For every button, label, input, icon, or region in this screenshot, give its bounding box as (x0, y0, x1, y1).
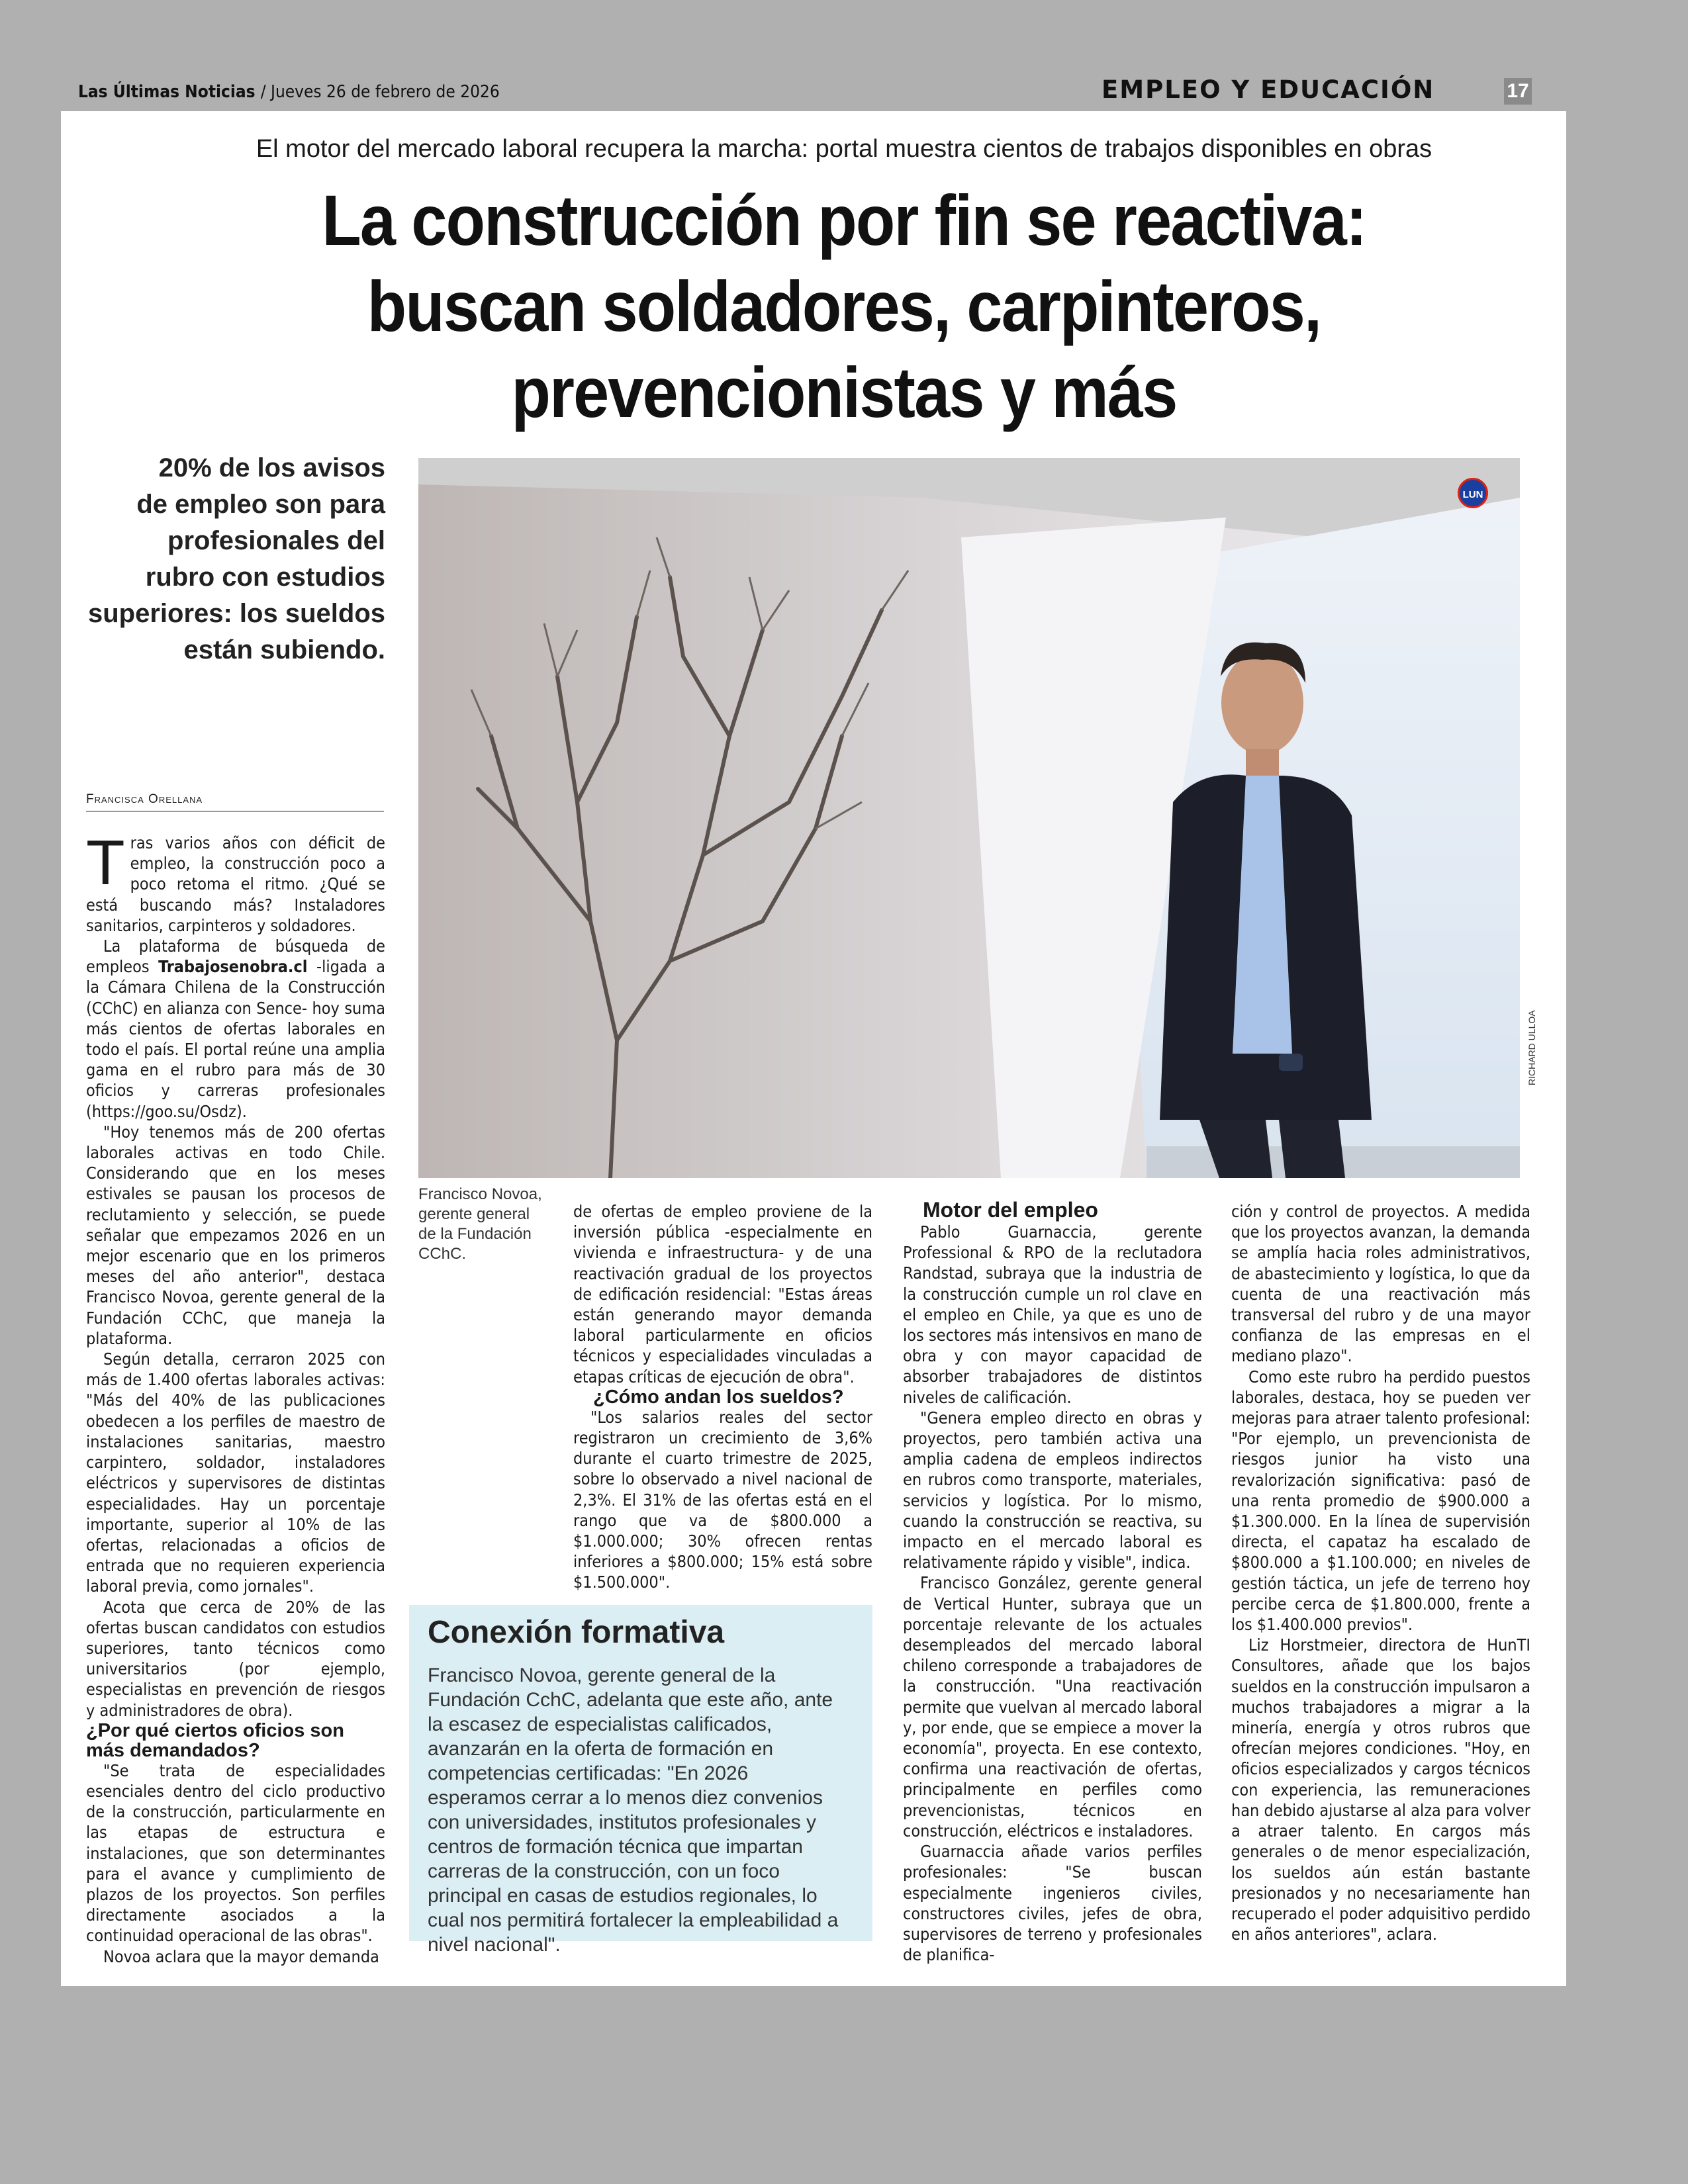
headline-line-2: buscan soldadores, carpinteros, (367, 266, 1321, 346)
deck (79, 450, 385, 668)
deck-line: están subiendo. (183, 635, 385, 664)
deck-line: superiores: los sueldos (87, 599, 385, 628)
paragraph: Francisco González, gerente general de Vertical Hunter, subraya que un porcentaje relevante de los actuales desempleados del mercado laboral chileno corresponde a trabajadores de la construcción. "Una reactivación permite que vuelvan al mercado laboral y, por ende, que se empiece a mover la economía", proyecta. En ese contexto, confirma una reactivación de ofertas, principalmente en perfiles como prevencionistas, técnicos en construcción, eléctricos e instaladores. (903, 1573, 1202, 1841)
section-title: EMPLEO Y EDUCACIÓN (1102, 75, 1435, 104)
box-body: Francisco Novoa, gerente general de la Fundación CchC, adelanta que este año, ante la escasez de especialistas calificados, avanzarán en la oferta de formación en competencias certificadas: "En 2026 esperamos cerrar a lo menos diez convenios con universidades, institutos profesionales y centros de formación técnica que impartan carreras de la construcción, con un foco principal en casas de estudios regionales, lo cual nos permitirá fortalecer la empleabilidad a nivel nacional". (428, 1664, 839, 1956)
paragraph: "Los salarios reales del sector registraron un crecimiento de 3,6% durante el cuarto trimestre de 2025, sobre lo observado a nivel nacional de 2,3%. El 31% de las ofertas está en el rango que va de $800.000 a $1.000.000; 30% ofrecen rentas inferiores a $800.000; 15% está sobre $1.500.000". (573, 1407, 872, 1592)
lun-badge: LUN (1458, 478, 1488, 508)
deck-line: de empleo son para (136, 490, 385, 519)
publication-name: Las Últimas Noticias (78, 82, 256, 102)
sidebar-box (409, 1605, 872, 1956)
paragraph-text: -ligada a la Cámara Chilena de la Construcción (CChC) en alianza con Sence- hoy suma más cientos de ofertas laborales en todo el país. El portal reúne una amplia gama en el rubro para más de 30 oficios y carreras profesionales (https://goo.su/Osdz). (86, 957, 386, 1121)
headline-line-1: La construcción por fin se reactiva: (322, 180, 1366, 260)
paragraph-text: ras varios años con déficit de empleo, la construcción poco a poco retoma el ritmo. ¿Qué se está buscando más? Instaladores sanitarios, carpinteros y soldadores. (86, 833, 385, 935)
paragraph: Acota que cerca de 20% de las ofertas buscan candidatos con estudios superiores, tanto técnicos como universitarios (por ejemplo, especialistas en prevención de riesgos y administradores de obra). (86, 1597, 385, 1720)
paragraph: "Se trata de especialidades esenciales dentro del ciclo productivo de la construcción, particularmente en las etapas de estructura e instalaciones, que son determinantes para el avance y cumplimiento de plazos de los proyectos. Son perfiles directamente asociados a la continuidad operacional de las obras". (86, 1760, 385, 1946)
column-3 (903, 1198, 1202, 1965)
subhead: Motor del empleo (923, 1198, 1098, 1222)
paragraph: Pablo Guarnaccia, gerente Professional & RPO de la reclutadora Randstad, subraya que la industria de la construcción cumple un rol clave en el empleo en Chile, ya que es uno de los sectores más intensivos en mano de obra y con mayor capacidad de absorber trabajadores de distintos niveles de calificación. (903, 1222, 1202, 1407)
photo-illustration (418, 458, 1520, 1178)
deck-line: profesionales del (167, 526, 385, 555)
subhead: ¿Por qué ciertos oficios son más demandados? (86, 1719, 344, 1761)
photo-caption: Francisco Novoa, gerente general de la Fundación CChC. (418, 1185, 542, 1263)
column-1 (86, 827, 386, 1967)
paragraph: ción y control de proyectos. A medida que los proyectos avanzan, la demanda se amplía hacia roles administrativos, de abastecimiento y logística, lo que da cuenta de una reactivación más transversal del rubro y de una mayor confianza de las empresas en el mediano plazo". (1231, 1202, 1530, 1366)
page-number: 17 (1504, 78, 1532, 105)
subhead: ¿Cómo andan los sueldos? (593, 1386, 844, 1408)
publication-date: / Jueves 26 de febrero de 2026 (260, 82, 500, 102)
headline (222, 177, 1467, 435)
deck-line: rubro con estudios (145, 563, 385, 592)
paragraph-text: La plataforma de búsqueda de empleos (86, 936, 385, 977)
paragraph: Liz Horstmeier, directora de HunTI Consultores, añade que los bajos sueldos en la construcción impulsaron a muchos trabajadores a migrar a la minería, energía y otros rubros que ofrecían mejores condiciones. "Hoy, en oficios especializados y cargos técnicos con experiencia, las remuneraciones han debido ajustarse al alza para volver a atraer talento. En cargos más generales o de menor especialización, los sueldos aún están bastante presionados y no necesariamente han recuperado el poder adquisitivo perdido en años anteriores", aclara. (1231, 1635, 1531, 1944)
paragraph: Novoa aclara que la mayor demanda (103, 1946, 379, 1966)
paragraph: "Hoy tenemos más de 200 ofertas laborales activas en todo Chile. Considerando que en los meses estivales se pausan los procesos de reclutamiento y selección, se puede señalar que empezamos 2026 en un mejor escenario que en los primeros meses del año anterior", destaca Francisco Novoa, gerente general de la Fundación CChC, que maneja la plataforma. (86, 1122, 385, 1348)
column-4 (1231, 1201, 1530, 1944)
deck-line: 20% de los avisos (158, 453, 385, 482)
box-title: Conexión formativa (428, 1615, 725, 1650)
kicker: El motor del mercado laboral recupera la marcha: portal muestra cientos de trabajos disponibles en obras (256, 135, 1432, 163)
column-2 (573, 1201, 872, 1593)
paragraph (86, 936, 385, 1122)
paragraph: de ofertas de empleo proviene de la inversión pública -especialmente en vivienda e infraestructura- y de una reactivación gradual de los proyectos de edificación residencial: "Estas áreas están generando mayor demanda laboral particularmente en oficios técnicos y especialidades vinculadas a etapas críticas de ejecución de obra". (573, 1202, 872, 1387)
drop-cap: T (86, 827, 125, 898)
headline-line-3: prevencionistas y más (511, 352, 1177, 432)
folio (78, 82, 500, 102)
article-photo (418, 458, 1520, 1178)
paragraph: Guarnaccia añade varios perfiles profesionales: "Se buscan especialmente ingenieros civiles, constructores civiles, jefes de obra, supervisores de terreno y profesionales de planifica- (903, 1842, 1202, 1965)
paragraph: "Genera empleo directo en obras y proyectos, pero también activa una amplia cadena de empleos indirectos en rubros como transporte, materiales, servicios y logística. Por lo mismo, cuando la construcción se reactiva, su impacto en el mercado laboral es relativamente rápido y visible", indica. (903, 1408, 1202, 1572)
byline: Francisca Orellana (86, 792, 384, 812)
portal-link[interactable]: Trabajosenobra.cl (158, 957, 308, 977)
paragraph: Como este rubro ha perdido puestos laborales, destaca, hoy se pueden ver mejoras para atraer talento profesional: "Por ejemplo, un prevencionista de riesgos junior ha visto una revalorización significativa: pasó de una renta promedio de $900.000 a $1.300.000. En la línea de supervisión directa, el capataz ha escalado de $800.000 a $1.100.000; en niveles de gestión táctica, un jefe de terreno hoy percibe cerca de $1.800.000, frente a los $1.400.000 previos". (1231, 1367, 1530, 1635)
photo-credit: RICHARD ULLOA (1526, 1010, 1537, 1085)
paragraph (86, 827, 385, 936)
paragraph: Según detalla, cerraron 2025 con más de 1.400 ofertas laborales activas: "Más del 40% de las publicaciones obedecen a los perfiles de maestro de instalaciones sanitarias, maestro carpintero, soldador, instaladores eléctricos y supervisores de distintas especialidades. Hay un porcentaje importante, superior al 10% de las ofertas, relacionadas a oficios de entrada que no requieren experiencia laboral previa, como jornales". (86, 1349, 385, 1596)
